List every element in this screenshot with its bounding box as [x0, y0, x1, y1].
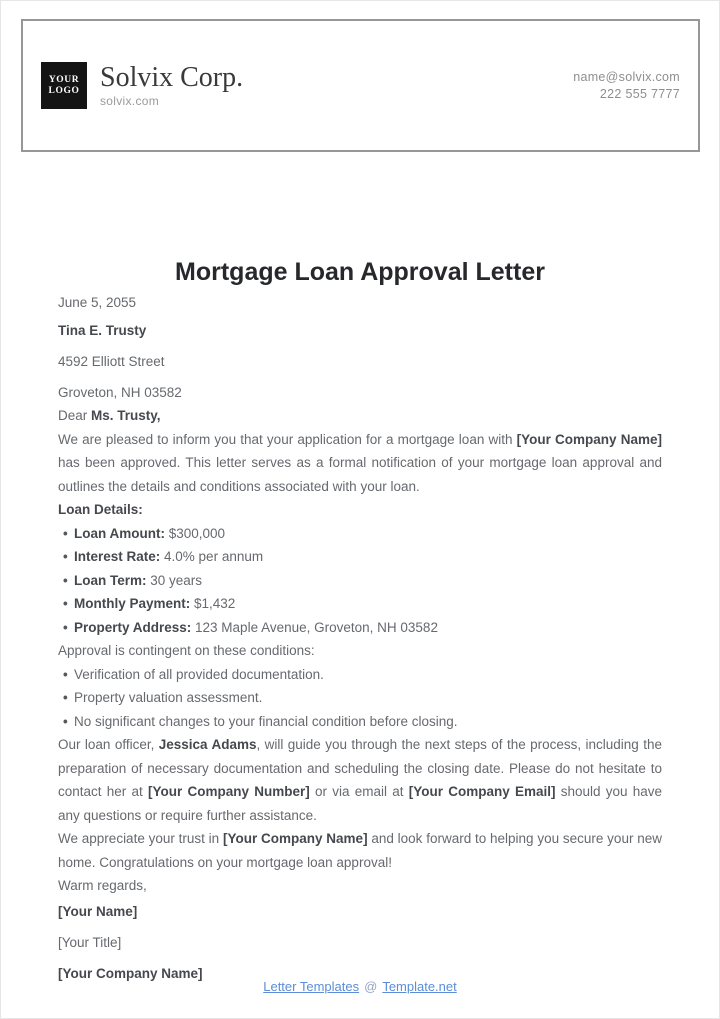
- text-segment: We appreciate your trust in: [58, 831, 223, 846]
- text-segment: has been approved. This letter serves as a formal notification of your mortgage loan approval and outlines the details and conditions associated with your loan.: [58, 455, 662, 494]
- loan-officer-paragraph: [58, 733, 662, 827]
- brand-block: [41, 62, 243, 109]
- placeholder-company-email: [Your Company Email]: [408, 784, 556, 799]
- letter-body: [58, 256, 662, 985]
- signature-name: [Your Name]: [58, 903, 138, 919]
- company-logo: [41, 62, 87, 109]
- interest-rate-item: [63, 545, 662, 569]
- condition-item: • No significant changes to your financial condition before closing.: [63, 710, 662, 734]
- page-title: Mortgage Loan Approval Letter: [175, 258, 545, 286]
- condition-item: • Verification of all provided documentation.: [63, 663, 662, 687]
- salutation-name: Ms. Trusty,: [91, 408, 161, 423]
- recipient-city: Groveton, NH 03582: [58, 384, 182, 400]
- placeholder-company-number: [Your Company Number]: [148, 784, 310, 799]
- letterhead: [21, 19, 700, 152]
- text-segment: Our loan officer,: [58, 737, 159, 752]
- letter-templates-link[interactable]: Letter Templates: [263, 979, 360, 994]
- company-name: Solvix Corp.: [100, 62, 244, 93]
- recipient-name: Tina E. Trusty: [58, 322, 147, 338]
- recipient-street: 4592 Elliott Street: [58, 354, 165, 369]
- salutation-prefix: Dear: [58, 408, 92, 423]
- loan-term-label: Loan Term:: [74, 572, 147, 588]
- contact-phone: 222 555 7777: [599, 86, 680, 101]
- contact-info: [573, 69, 680, 103]
- loan-amount-value: $300,000: [164, 525, 226, 541]
- loan-term-item: [63, 569, 662, 593]
- template-footer: [0, 979, 720, 994]
- property-address-item: [63, 616, 662, 640]
- template-net-link[interactable]: Template.net: [382, 979, 457, 994]
- loan-details-list: [58, 522, 662, 640]
- company-website: solvix.com: [100, 94, 160, 108]
- monthly-payment-value: $1,432: [190, 596, 236, 611]
- brand-text: [100, 63, 243, 108]
- signature-title: [Your Title]: [58, 935, 122, 950]
- contact-email: name@solvix.com: [573, 69, 680, 84]
- text-segment: We are pleased to inform you that your application for a mortgage loan with: [58, 431, 517, 447]
- footer-separator: @: [364, 979, 378, 994]
- text-segment: should you have any questions or require further assistance.: [58, 784, 662, 823]
- monthly-payment-item: [63, 592, 662, 616]
- conditions-list: [58, 663, 662, 734]
- letter-date: June 5, 2055: [58, 295, 137, 310]
- salutation: [58, 404, 662, 428]
- text-segment: and look forward to helping you secure your new home. Congratulations on your mortgage loan approval!: [58, 831, 662, 870]
- logo-text-line1: YOUR: [48, 75, 80, 85]
- loan-officer-name: Jessica Adams: [158, 737, 257, 752]
- interest-rate-label: Interest Rate:: [74, 549, 161, 564]
- property-address-value: 123 Maple Avenue, Groveton, NH 03582: [191, 619, 438, 635]
- condition-item: • Property valuation assessment.: [63, 686, 662, 710]
- property-address-label: Property Address:: [74, 619, 192, 635]
- loan-details-heading: Loan Details:: [58, 502, 143, 517]
- closing-phrase: Warm regards,: [58, 878, 147, 893]
- loan-amount-label: Loan Amount:: [74, 525, 165, 541]
- conditions-heading: Approval is contingent on these conditions:: [58, 643, 315, 658]
- monthly-payment-label: Monthly Payment:: [74, 596, 191, 611]
- placeholder-company-name: [Your Company Name]: [222, 831, 368, 846]
- loan-term-value: 30 years: [146, 572, 203, 588]
- loan-amount-item: [63, 522, 662, 546]
- appreciation-paragraph: [58, 827, 662, 874]
- text-segment: or via email at: [309, 784, 409, 799]
- placeholder-company-name: [Your Company Name]: [516, 431, 662, 447]
- signature-company: [Your Company Name]: [58, 965, 203, 981]
- interest-rate-value: 4.0% per annum: [160, 549, 264, 564]
- text-segment: , will guide you through the next steps of the process, including the preparation of necessary documentation and scheduling the closing date. Please do not hesitate to contact her at: [58, 737, 662, 799]
- intro-paragraph: [58, 428, 662, 499]
- logo-text-line2: LOGO: [48, 85, 80, 96]
